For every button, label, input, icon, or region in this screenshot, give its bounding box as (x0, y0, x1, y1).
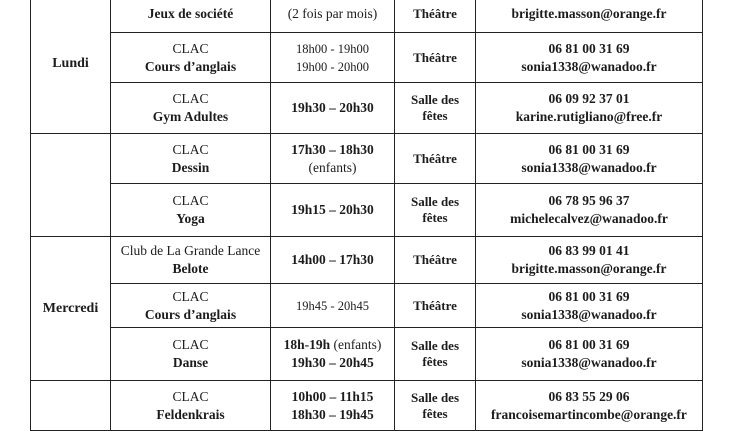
venue-label: Salle des (410, 92, 460, 107)
activity-cell (111, 328, 271, 381)
activity-name: Danse (172, 355, 209, 370)
venue-cell (395, 134, 476, 184)
phone-number: 06 09 92 37 01 (548, 91, 630, 106)
contact-cell (476, 134, 703, 184)
venue-label: Salle des (410, 389, 460, 405)
activity-cell (111, 284, 271, 328)
time-cell (271, 237, 395, 284)
contact-cell (476, 381, 703, 431)
organizer-label: Club de La Grande Lance (120, 243, 261, 258)
organizer-label: CLAC (172, 288, 209, 304)
contact-cell (476, 83, 703, 134)
day-cell: Lundi (31, 0, 111, 134)
table-row (31, 83, 703, 134)
email-address[interactable]: sonia1338@wanadoo.fr (521, 159, 657, 175)
organizer-label: CLAC (172, 40, 209, 56)
email-address[interactable]: francoisemartincombe@orange.fr (491, 406, 687, 422)
time-slot: 19h30 – 20h45 (291, 355, 374, 370)
activity-name: Jeux de société (147, 5, 234, 21)
venue-cell (395, 0, 476, 33)
day-cell (31, 134, 111, 237)
venue-label: fêtes (422, 354, 448, 369)
time-cell (271, 0, 395, 33)
time-slot: 19h45 - 20h45 (296, 298, 369, 313)
organizer-label: CLAC (172, 91, 209, 106)
time-slot: 14h00 – 17h30 (291, 252, 374, 267)
email-address[interactable]: brigitte.masson@orange.fr (511, 261, 667, 276)
time-slot: 19h15 – 20h30 (291, 202, 374, 217)
venue-cell (395, 237, 476, 284)
venue-cell (395, 184, 476, 237)
venue-cell (395, 381, 476, 431)
activity-cell (111, 237, 271, 284)
time-cell (271, 381, 395, 431)
activity-cell (111, 83, 271, 134)
activity-cell (111, 33, 271, 83)
time-cell (271, 328, 395, 381)
table-row (31, 0, 703, 33)
organizer-label: CLAC (172, 141, 209, 157)
venue-label: Théâtre (413, 297, 457, 313)
time-cell (271, 83, 395, 134)
time-cell (271, 284, 395, 328)
phone-number: 06 78 95 96 37 (548, 193, 630, 208)
table-row (31, 381, 703, 431)
phone-number: 06 83 99 01 41 (548, 243, 630, 258)
activity-cell (111, 134, 271, 184)
contact-cell (476, 184, 703, 237)
time-cell (271, 33, 395, 83)
time-slot: 18h30 – 19h45 (291, 406, 374, 422)
table-row (31, 33, 703, 83)
contact-cell (476, 328, 703, 381)
venue-label: Salle des (410, 194, 460, 209)
phone-number: 06 81 00 31 69 (548, 40, 630, 56)
activity-schedule-table (30, 0, 703, 431)
email-address[interactable]: karine.rutigliano@free.fr (515, 109, 663, 124)
table-row (31, 184, 703, 237)
venue-cell (395, 33, 476, 83)
activity-cell (111, 184, 271, 237)
time-slot: 10h00 – 11h15 (291, 388, 374, 404)
email-address[interactable]: brigitte.masson@orange.fr (511, 5, 667, 21)
contact-cell (476, 0, 703, 33)
email-address[interactable]: michelecalvez@wanadoo.fr (510, 211, 668, 226)
email-address[interactable]: sonia1338@wanadoo.fr (521, 355, 657, 370)
time-cell (271, 134, 395, 184)
time-slot: 19h30 – 20h30 (291, 100, 374, 115)
table-row (31, 134, 703, 184)
phone-number: 06 81 00 31 69 (548, 337, 630, 352)
organizer-label: CLAC (172, 388, 209, 404)
contact-cell (476, 237, 703, 284)
activity-name: Belote (172, 261, 209, 276)
contact-cell (476, 33, 703, 83)
table-row (31, 237, 703, 284)
venue-cell (395, 328, 476, 381)
organizer-label: CLAC (172, 337, 209, 352)
time-slot: (2 fois par mois) (287, 5, 378, 21)
day-cell (31, 381, 111, 431)
schedule-sheet (30, 0, 703, 431)
venue-label: Théâtre (413, 150, 457, 166)
activity-name: Gym Adultes (152, 109, 229, 124)
email-address[interactable]: sonia1338@wanadoo.fr (521, 58, 657, 74)
table-row (31, 328, 703, 381)
venue-cell (395, 284, 476, 328)
venue-cell (395, 83, 476, 134)
table-row (31, 284, 703, 328)
organizer-label: CLAC (172, 193, 209, 208)
activity-name: Feldenkrais (156, 406, 225, 422)
venue-label: Salle des (410, 338, 460, 353)
phone-number: 06 81 00 31 69 (548, 288, 630, 304)
venue-label: Théâtre (413, 49, 457, 65)
time-slot: 17h30 – 18h30 (291, 141, 374, 157)
venue-label: fêtes (422, 405, 448, 421)
venue-label: Théâtre (413, 252, 457, 267)
contact-cell (476, 284, 703, 328)
day-cell: Mercredi (31, 237, 111, 381)
activity-name: Cours d’anglais (144, 306, 237, 322)
time-cell (271, 184, 395, 237)
venue-label: Théâtre (413, 5, 457, 21)
activity-cell (111, 381, 271, 431)
activity-name: Dessin (171, 159, 210, 175)
time-slot: 19h00 - 20h00 (296, 59, 369, 74)
activity-name: Cours d’anglais (144, 58, 237, 74)
time-slot: 18h-19h (enfants) (283, 337, 382, 352)
time-slot: (enfants) (308, 159, 357, 175)
time-slot: 18h00 - 19h00 (296, 41, 369, 56)
venue-label: fêtes (422, 108, 448, 123)
activity-cell (111, 0, 271, 33)
phone-number: 06 81 00 31 69 (548, 141, 630, 157)
email-address[interactable]: sonia1338@wanadoo.fr (521, 306, 657, 322)
activity-name: Yoga (176, 211, 205, 226)
venue-label: fêtes (422, 210, 448, 225)
phone-number: 06 83 55 29 06 (548, 388, 630, 404)
